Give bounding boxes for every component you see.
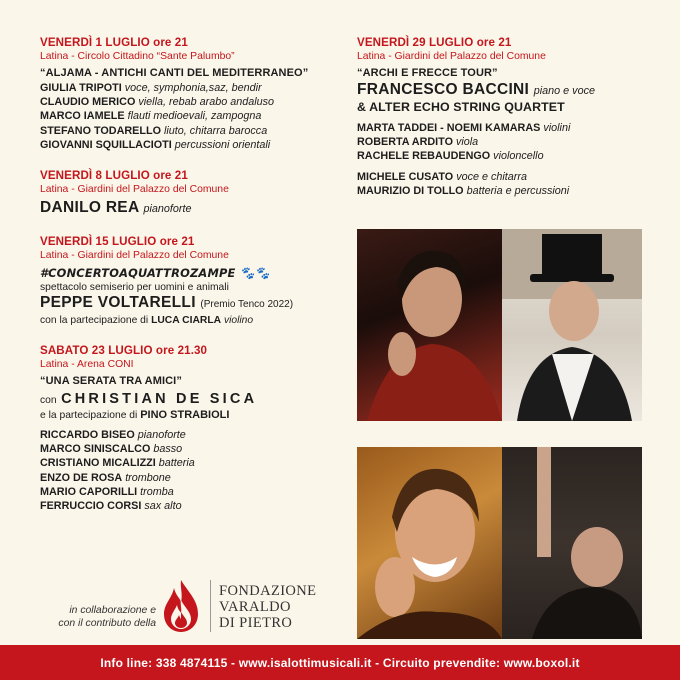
event-3 (40, 235, 345, 327)
right-column (357, 36, 647, 215)
star-line: con CHRISTIAN DE SICA (40, 391, 258, 408)
performer: FERRUCCIO CORSI sax alto (40, 500, 182, 513)
paw-icon: 🐾🐾 (239, 266, 270, 281)
performer: ENZO DE ROSA trombone (40, 471, 171, 484)
performer: MARTA TADDEI - NOEMI KAMARAS violini (357, 122, 571, 134)
event-subtitle: spettacolo semiserio per uomini e animali (40, 282, 229, 294)
event-venue: Latina - Circolo Cittadino “Sante Palumbo” (40, 51, 235, 62)
event-date: VENERDÌ 29 LUGLIO ore 21 (357, 36, 512, 49)
artist-photo (502, 447, 642, 639)
performer: GIULIA TRIPOTI voce, symphonia,saz, bendir (40, 82, 262, 94)
artist-photo (502, 229, 642, 421)
headliner: FRANCESCO BACCINI piano e voce (357, 81, 595, 98)
event-title: “UNA SERATA TRA AMICI” (40, 375, 182, 388)
performer: ROBERTA ARDITO viola (357, 136, 479, 149)
flame-logo-icon (160, 578, 202, 634)
headliner: DANILO REA pianoforte (40, 199, 192, 217)
event-venue: Latina - Giardini del Palazzo del Comune (40, 184, 229, 196)
performer: CLAUDIO MERICO viella, rebab arabo andaluso (40, 96, 275, 109)
logo-divider (210, 580, 211, 632)
info-bar: Info line: 338 4874115 - www.isalottimusicali.it - Circuito prevendite: www.boxol.it (0, 645, 680, 680)
performer: GIOVANNI SQUILLACIOTI percussioni orientali (40, 138, 271, 151)
performer: MARIO CAPORILLI tromba (40, 485, 174, 498)
performer: MARCO SINISCALCO basso (40, 443, 183, 456)
event-hashtag: #CONCERTOAQUATTROZAMPE 🐾🐾 (40, 266, 270, 281)
headliner: PEPPE VOLTARELLI (Premio Tenco 2022) (40, 294, 294, 312)
quartet-name: & ALTER ECHO STRING QUARTET (357, 100, 565, 114)
performer: CRISTIANO MICALIZZI batteria (40, 457, 195, 470)
event-1 (40, 36, 345, 152)
artist-photo (357, 447, 502, 639)
sponsor-caption: in collaborazione e con il contributo della (58, 605, 156, 629)
performer: MAURIZIO DI TOLLO batteria e percussioni (357, 184, 570, 197)
guest-line: con la partecipazione di LUCA CIARLA violino (40, 315, 254, 327)
performer: STEFANO TODARELLO liuto, chitarra barocca (40, 124, 268, 137)
foundation-name: FONDAZIONE VARALDO DI PIETRO (219, 583, 317, 631)
performer: RICCARDO BISEO pianoforte (40, 429, 186, 442)
event-date: VENERDÌ 15 LUGLIO ore 21 (40, 235, 195, 249)
event-venue: Latina - Giardini del Palazzo del Comune (357, 51, 546, 62)
event-5 (357, 36, 647, 198)
event-date: SABATO 23 LUGLIO ore 21.30 (40, 344, 208, 358)
event-venue: Latina - Arena CONI (40, 359, 134, 371)
event-title: “ALJAMA - ANTICHI CANTI DEL MEDITERRANEO” (40, 67, 309, 79)
performer: MICHELE CUSATO voce e chitarra (357, 170, 527, 183)
event-2 (40, 169, 345, 218)
left-column (40, 36, 345, 530)
event-4 (40, 344, 345, 513)
event-date: VENERDÌ 1 LUGLIO ore 21 (40, 36, 188, 49)
event-date: VENERDÌ 8 LUGLIO ore 21 (40, 169, 188, 183)
performer: RACHELE REBAUDENGO violoncello (357, 150, 544, 163)
artist-photo (357, 229, 502, 421)
guest-line: e la partecipazione di PINO STRABIOLI (40, 409, 230, 422)
event-title: “ARCHI E FRECCE TOUR” (357, 67, 498, 79)
event-venue: Latina - Giardini del Palazzo del Comune (40, 250, 229, 262)
performer: MARCO IAMELE flauti medioevali, zampogna (40, 110, 262, 123)
